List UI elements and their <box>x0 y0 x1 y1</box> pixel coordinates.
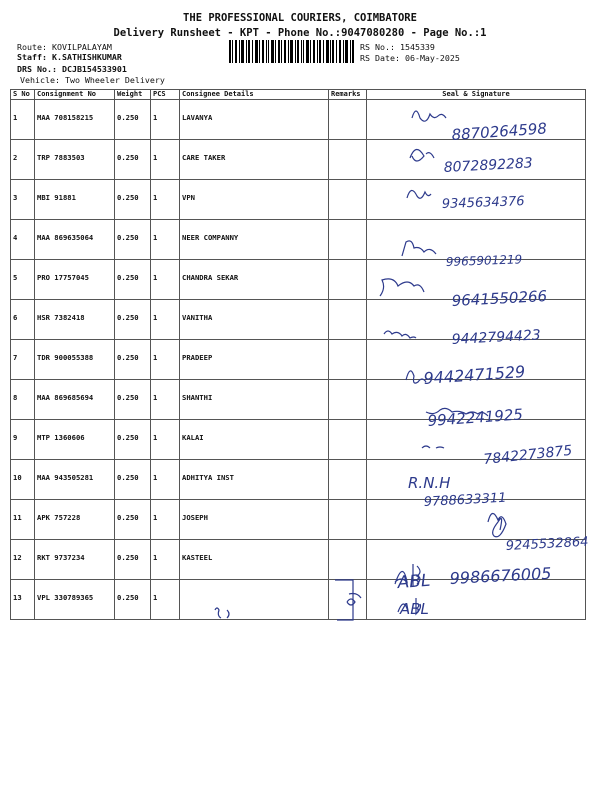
cell-consignment: MBI 91881 <box>35 180 115 220</box>
cell-weight: 0.250 <box>115 420 151 460</box>
col-remarks: Remarks <box>329 90 367 100</box>
cell-remarks <box>329 140 367 180</box>
rs-number: RS No.: 1545339 <box>360 42 435 52</box>
table-header-row <box>11 90 586 100</box>
table-row <box>11 540 586 580</box>
table-row <box>11 420 586 460</box>
phone-row-8: 9942241925 <box>427 405 524 430</box>
cell-weight: 0.250 <box>115 260 151 300</box>
cell-consignment: PRO 17757045 <box>35 260 115 300</box>
cell-consignment: MAA 708158215 <box>35 100 115 140</box>
vehicle: Vehicle: Two Wheeler Delivery <box>20 75 165 85</box>
phone-row-9: 7842273875 <box>482 442 574 468</box>
name-row-13: ABL <box>400 600 429 618</box>
rs-date: RS Date: 06-May-2025 <box>360 53 460 63</box>
cell-sno: 9 <box>11 420 35 460</box>
cell-consignment: HSR 7382418 <box>35 300 115 340</box>
cell-pcs: 1 <box>151 580 180 620</box>
col-weight: Weight <box>115 90 151 100</box>
cell-consignee: SHANTHI <box>180 380 329 420</box>
name-row-12: ABL <box>396 570 432 593</box>
cell-consignee: LAVANYA <box>180 100 329 140</box>
cell-sno: 4 <box>11 220 35 260</box>
cell-signature <box>367 300 586 340</box>
cell-remarks <box>329 100 367 140</box>
col-consignee: Consignee Details <box>180 90 329 100</box>
cell-consignee: KALAI <box>180 420 329 460</box>
cell-consignment: VPL 330789365 <box>35 580 115 620</box>
cell-sno: 11 <box>11 500 35 540</box>
cell-pcs: 1 <box>151 540 180 580</box>
cell-weight: 0.250 <box>115 100 151 140</box>
cell-consignee: CHANDRA SEKAR <box>180 260 329 300</box>
cell-signature <box>367 380 586 420</box>
name-row-10: R.N.H <box>408 474 451 492</box>
cell-remarks <box>329 460 367 500</box>
cell-consignment: MAA 943505281 <box>35 460 115 500</box>
cell-signature <box>367 500 586 540</box>
col-seal-signature: Seal & Signature <box>367 90 586 100</box>
cell-sno: 12 <box>11 540 35 580</box>
cell-signature <box>367 420 586 460</box>
runsheet-subtitle: Delivery Runsheet - KPT - Phone No.:9047080280 - Page No.:1 <box>113 27 487 39</box>
cell-pcs: 1 <box>151 300 180 340</box>
cell-sno: 6 <box>11 300 35 340</box>
phone-row-11: 9245532864 <box>505 534 589 554</box>
table-row <box>11 500 586 540</box>
cell-pcs: 1 <box>151 180 180 220</box>
cell-signature <box>367 580 586 620</box>
cell-consignee: KASTEEL <box>180 540 329 580</box>
cell-consignee: VPN <box>180 180 329 220</box>
table-row <box>11 100 586 140</box>
cell-pcs: 1 <box>151 140 180 180</box>
cell-consignment: TRP 7883503 <box>35 140 115 180</box>
cell-consignee: VANITHA <box>180 300 329 340</box>
cell-sno: 1 <box>11 100 35 140</box>
phone-row-10: 9788633311 <box>423 490 507 510</box>
cell-sno: 7 <box>11 340 35 380</box>
cell-remarks <box>329 500 367 540</box>
table-row <box>11 580 586 620</box>
cell-signature <box>367 260 586 300</box>
cell-consignment: TDR 900055388 <box>35 340 115 380</box>
cell-pcs: 1 <box>151 380 180 420</box>
cell-remarks <box>329 260 367 300</box>
phone-row-2: 8072892283 <box>443 155 534 176</box>
cell-weight: 0.250 <box>115 180 151 220</box>
route: Route: KOVILPALAYAM <box>17 42 112 52</box>
cell-signature <box>367 100 586 140</box>
table-row <box>11 340 586 380</box>
cell-signature <box>367 540 586 580</box>
table-row <box>11 260 586 300</box>
cell-weight: 0.250 <box>115 140 151 180</box>
cell-signature <box>367 340 586 380</box>
cell-remarks <box>329 220 367 260</box>
company-title: THE PROFESSIONAL COURIERS, COIMBATORE <box>183 12 417 24</box>
cell-sno: 5 <box>11 260 35 300</box>
cell-remarks <box>329 540 367 580</box>
table-row <box>11 180 586 220</box>
cell-remarks <box>329 380 367 420</box>
cell-remarks <box>329 580 367 620</box>
cell-signature <box>367 180 586 220</box>
cell-sno: 2 <box>11 140 35 180</box>
phone-row-4: 9965901219 <box>445 252 523 269</box>
cell-sno: 8 <box>11 380 35 420</box>
cell-weight: 0.250 <box>115 540 151 580</box>
cell-signature <box>367 140 586 180</box>
cell-pcs: 1 <box>151 340 180 380</box>
table-row <box>11 380 586 420</box>
cell-weight: 0.250 <box>115 460 151 500</box>
cell-signature <box>367 460 586 500</box>
phone-row-12: 9986676005 <box>449 563 552 588</box>
cell-consignment: MAA 869685694 <box>35 380 115 420</box>
cell-remarks <box>329 420 367 460</box>
cell-pcs: 1 <box>151 500 180 540</box>
cell-pcs: 1 <box>151 220 180 260</box>
staff: Staff: K.SATHISHKUMAR <box>17 52 122 62</box>
cell-consignment: RKT 9737234 <box>35 540 115 580</box>
cell-remarks <box>329 300 367 340</box>
table-row <box>11 460 586 500</box>
cell-sno: 10 <box>11 460 35 500</box>
runsheet-table <box>10 89 589 620</box>
col-pcs: PCS <box>151 90 180 100</box>
cell-pcs: 1 <box>151 100 180 140</box>
cell-remarks <box>329 180 367 220</box>
cell-signature <box>367 220 586 260</box>
cell-consignment: MTP 1360606 <box>35 420 115 460</box>
cell-weight: 0.250 <box>115 500 151 540</box>
cell-weight: 0.250 <box>115 300 151 340</box>
cell-consignee: CARE TAKER <box>180 140 329 180</box>
cell-weight: 0.250 <box>115 580 151 620</box>
cell-consignee: JOSEPH <box>180 500 329 540</box>
col-sno: S No <box>11 90 35 100</box>
cell-consignee: ADHITYA INST <box>180 460 329 500</box>
phone-row-1: 8870264598 <box>451 119 548 144</box>
cell-consignment: APK 757228 <box>35 500 115 540</box>
table-row <box>11 220 586 260</box>
cell-consignee: NEER COMPANNY <box>180 220 329 260</box>
barcode <box>229 40 355 63</box>
cell-consignee: PRADEEP <box>180 340 329 380</box>
phone-row-6: 9442794423 <box>451 327 542 348</box>
cell-sno: 13 <box>11 580 35 620</box>
cell-consignment: MAA 869635064 <box>35 220 115 260</box>
cell-remarks <box>329 340 367 380</box>
table-row <box>11 300 586 340</box>
col-consignment: Consignment No <box>35 90 115 100</box>
cell-weight: 0.250 <box>115 340 151 380</box>
cell-pcs: 1 <box>151 420 180 460</box>
cell-sno: 3 <box>11 180 35 220</box>
cell-consignee <box>180 580 329 620</box>
phone-row-3: 9345634376 <box>441 194 525 212</box>
cell-weight: 0.250 <box>115 220 151 260</box>
drs-number: DRS No.: DCJB154533901 <box>17 64 127 74</box>
phone-row-7: 9442471529 <box>422 361 526 388</box>
cell-pcs: 1 <box>151 260 180 300</box>
phone-row-5: 9641550266 <box>451 287 548 310</box>
cell-weight: 0.250 <box>115 380 151 420</box>
table-row <box>11 140 586 180</box>
cell-pcs: 1 <box>151 460 180 500</box>
